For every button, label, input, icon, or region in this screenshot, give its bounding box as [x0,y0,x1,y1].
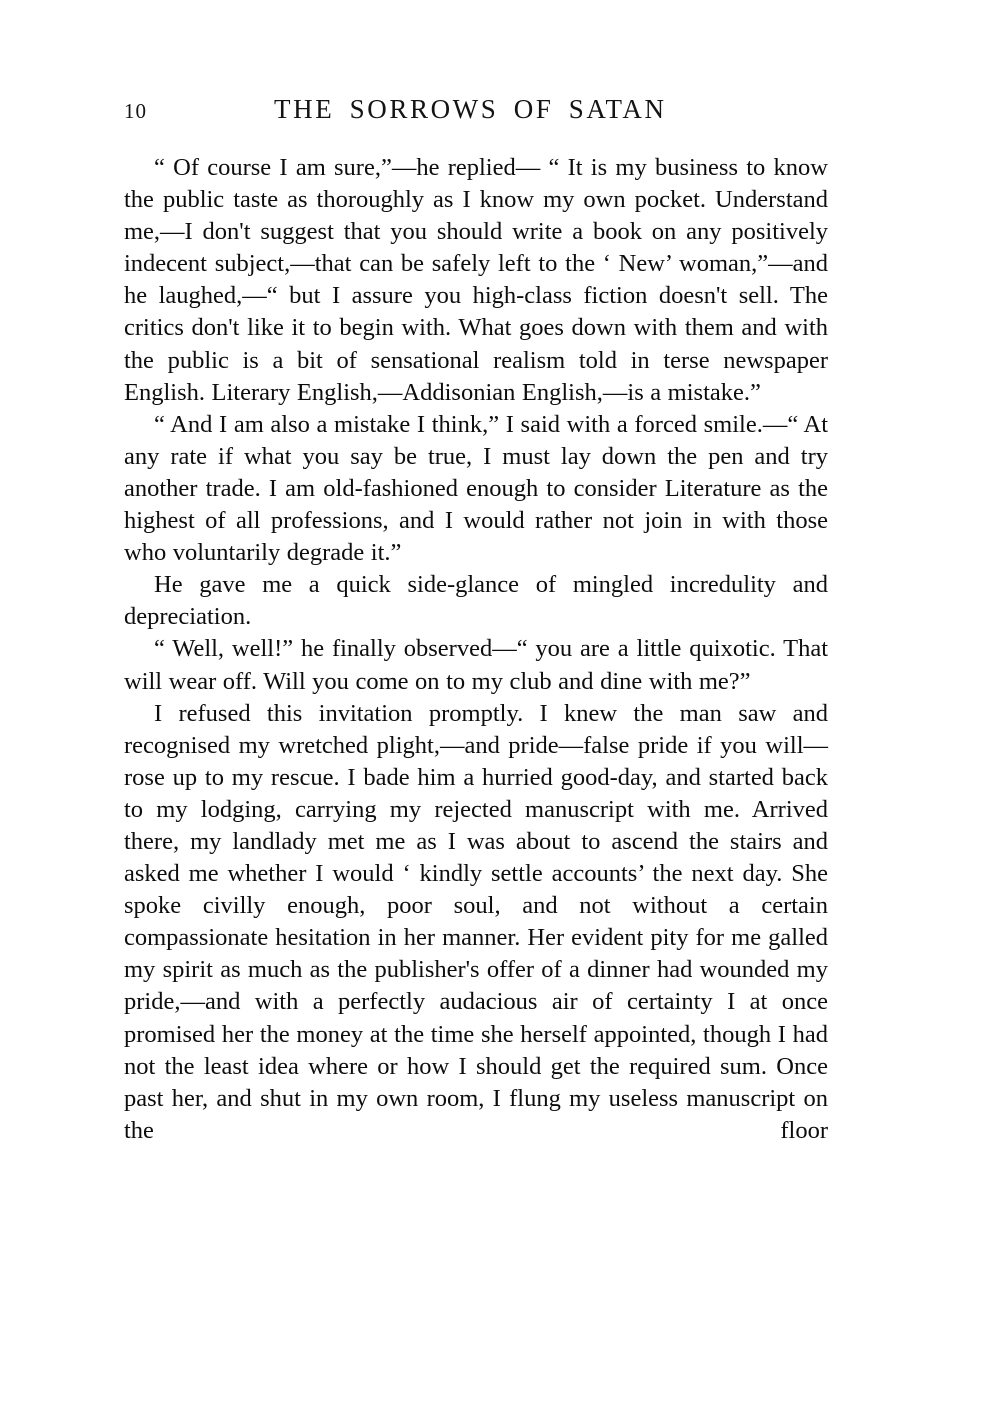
paragraph: “ Well, well!” he finally observed—“ you are a little quixotic. That will wear off. Will you come on to my club and dine with me?” [124,635,828,695]
running-head-title: THE SORROWS OF SATAN [274,94,667,124]
page-number: 10 [124,99,147,123]
paragraph: I refused this invitation promptly. I knew the man saw and recognised my wretched plight,—and pride—false pride if you will—rose up to my rescue. I bade him a hurried good-day, and started back to my lodging, carrying my rejected manuscript with me. Arrived there, my landlady met me as I was about to ascend the stairs and asked me whether I would ‘ kindly settle accounts’ the next day. She spoke civilly enough, poor soul, and not without a certain compassionate hesitation in her manner. Her evident pity for me galled my spirit as much as the publisher's offer of a dinner had wounded my pride,—and with a perfectly audacious air of certainty I at once promised her the money at the time she herself appointed, though I had not the least idea where or how I should get the required sum. Once past her, and shut in my own room, I flung my useless manuscript on the floor [124,699,828,1144]
paragraph: “ And I am also a mistake I think,” I said with a forced smile.—“ At any rate if what you say be true, I must lay down the pen and try another trade. I am old-fashioned enough to consider Literature as the highest of all professions, and I would rather not join in with those who voluntarily degrade it.” [124,410,828,567]
paragraph: “ Of course I am sure,”—he replied— “ It is my business to know the public taste as thoroughly as I know my own pocket. Understand me,—I don't suggest that you should write a book on any positively indecent subject,—that can be safely left to the ‘ New’ woman,”—and he laughed,—“ but I assure you high-class fiction doesn't sell. The critics don't like it to begin with. What goes down with them and with the public is a bit of sensational realism told in terse newspaper English. Literary English,—Addisonian English,—is a mistake.” [124,154,828,406]
paragraph: He gave me a quick side-glance of mingled incredulity and depreciation. [124,571,828,631]
running-head [124,96,828,132]
body-text-block [124,152,828,1147]
